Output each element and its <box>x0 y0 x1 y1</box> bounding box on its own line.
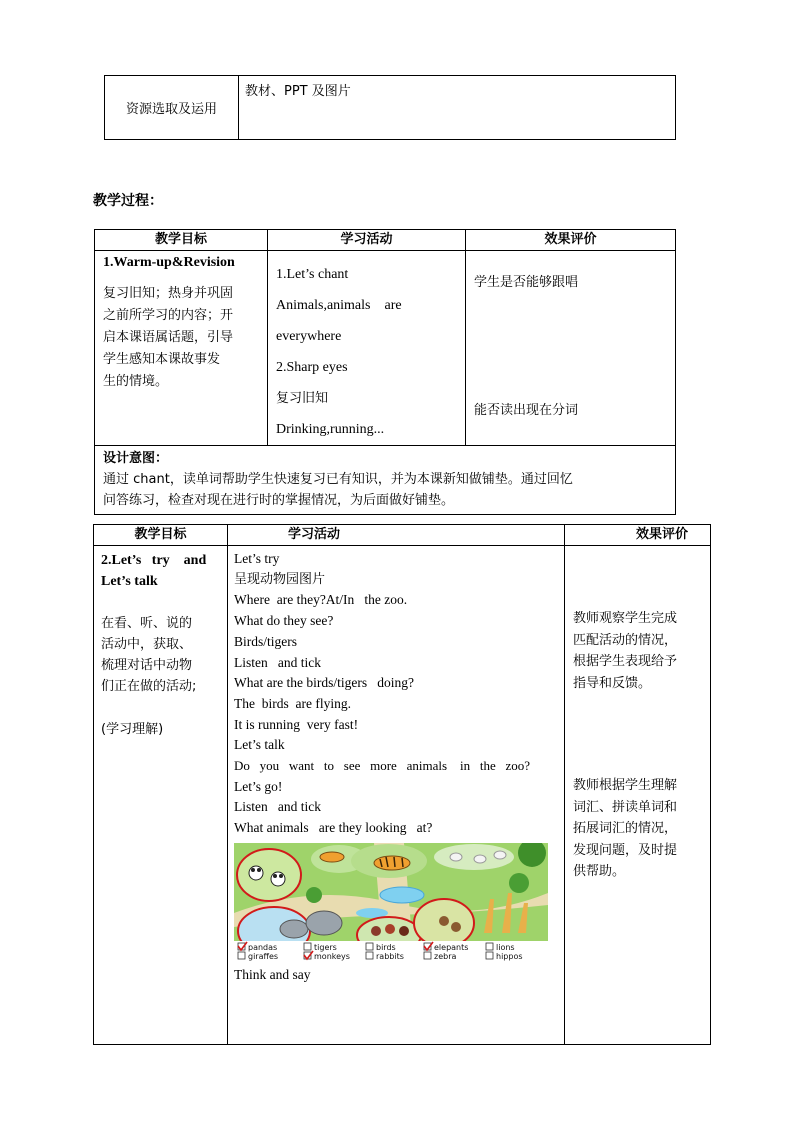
t1-activity-item: 复习旧知 <box>276 391 329 406</box>
checklist-label: hippos <box>496 951 523 961</box>
section-title: 教学过程： <box>93 193 163 209</box>
checkbox-icon <box>486 943 493 950</box>
t2-activity-item: Listen and tick <box>234 654 321 670</box>
checklist-label: birds <box>376 942 396 952</box>
checkbox-icon <box>366 943 373 950</box>
t2-activity-item: Let’s go! <box>234 778 283 794</box>
t2-activity-item: What are the birds/tigers doing? <box>234 675 414 691</box>
t1-design-text <box>103 469 667 511</box>
person-icon <box>399 926 409 936</box>
checklist-label: lions <box>496 942 515 952</box>
checkbox-icon <box>486 952 493 959</box>
resource-label-cell <box>105 76 239 140</box>
t1-activity-item: everywhere <box>276 329 342 344</box>
t1-activity-cell <box>268 251 466 446</box>
t2-activity-item: What animals are they looking at? <box>234 820 433 836</box>
t2-eval-2-line: 发现问题，及时提 <box>573 842 678 858</box>
t2-goal-title-line: Let’s talk <box>101 574 158 589</box>
resource-table <box>104 75 676 140</box>
t2-goal-note: (学习理解) <box>101 722 164 737</box>
t2-activity-after: Think and say <box>234 966 311 982</box>
rabbit-icon <box>450 853 462 861</box>
t1-eval-2: 能否读出现在分词 <box>474 403 579 418</box>
checkbox-icon <box>238 952 245 959</box>
checklist-label: zebra <box>434 951 457 961</box>
t1-design-line: 问答练习，检查对现在进行时的掌握情况，为后面做好铺垫。 <box>103 493 455 508</box>
t1-goal-line: 学生感知本课故事发 <box>103 352 221 367</box>
t2-goal-title <box>101 550 220 592</box>
t1-activity-item: 1.Let’s chant <box>276 267 349 282</box>
t2-eval-1-line: 匹配活动的情况， <box>573 632 678 648</box>
t2-eval-2 <box>573 775 677 883</box>
panda-circle <box>237 849 301 901</box>
t1-header-activity: 学习活动 <box>268 230 466 251</box>
teaching-table-2 <box>93 524 711 1045</box>
t1-header-goal: 教学目标 <box>95 230 268 251</box>
t1-activity-item: Drinking,running... <box>276 422 385 437</box>
t2-goal-cell <box>94 546 228 1045</box>
t1-eval-1: 学生是否能够跟唱 <box>474 275 579 290</box>
t2-activity-item: What do they see? <box>234 613 334 629</box>
t2-eval-1-line: 指导和反馈。 <box>573 675 652 691</box>
t2-eval-1-line: 教师观察学生完成 <box>573 611 678 626</box>
t1-eval-cell <box>466 251 676 446</box>
t1-goal-line: 复习旧知；热身并巩固 <box>103 286 234 301</box>
person-icon <box>385 924 395 934</box>
t2-activity-item: It is running very fast! <box>234 716 359 732</box>
teaching-table-1 <box>94 229 676 515</box>
tiger-icon <box>374 856 410 870</box>
tiger-icon <box>320 852 344 862</box>
resource-label: 资源选取及运用 <box>125 102 217 117</box>
rabbit-icon <box>474 855 486 863</box>
t2-goal-line: 们正在做的活动; <box>101 679 197 694</box>
t2-header-activity: 学习活动 <box>228 525 565 546</box>
t1-goal-line: 启本课语属话题，引导 <box>103 330 234 345</box>
panda-icon <box>271 872 285 886</box>
monkey-icon <box>439 916 449 926</box>
t2-eval-2-line: 供帮助。 <box>573 864 626 879</box>
t2-eval-2-line: 词汇、拼读单词和 <box>573 799 678 815</box>
t2-goal-title-line: 2.Let’s try and <box>101 553 207 568</box>
t2-eval-cell <box>565 546 711 1045</box>
t1-design-cell <box>95 446 676 515</box>
rabbit-icon <box>494 851 506 859</box>
t1-goal-line: 生的情境。 <box>103 374 169 389</box>
checklist-label: giraffes <box>248 951 279 961</box>
elephant-icon <box>280 920 308 938</box>
scene-lake <box>380 887 424 903</box>
t2-activity-item: 呈现动物园图片 <box>234 571 326 587</box>
checkbox-icon <box>424 952 431 959</box>
checklist-label: monkeys <box>314 951 350 961</box>
tree-icon <box>509 873 529 893</box>
t2-activity-item: The birds are flying. <box>234 695 351 711</box>
t2-activity-item: Let’s talk <box>234 737 285 753</box>
monkey-icon <box>451 922 461 932</box>
resource-value-cell <box>239 76 676 140</box>
t1-header-eval: 效果评价 <box>466 230 676 251</box>
t1-activity-list <box>276 259 457 445</box>
t2-activity-cell <box>228 546 565 1045</box>
t2-activity-item: Listen and tick <box>234 799 321 815</box>
t1-goal-text <box>103 283 259 393</box>
checklist-label: tigers <box>314 942 337 952</box>
t2-eval-2-line: 拓展词汇的情况， <box>573 821 678 836</box>
t1-goal-title: 1.Warm-up&Revision <box>103 255 235 270</box>
t2-activity-item: Where are they?At/In the zoo. <box>234 592 408 608</box>
t2-activity-list <box>234 549 558 839</box>
elephant-icon <box>306 911 342 935</box>
t1-goal-cell <box>95 251 268 446</box>
checklist-label: pandas <box>248 942 278 952</box>
t2-header-eval: 效果评价 <box>565 525 711 546</box>
panda-icon <box>249 866 263 880</box>
t2-goal-text <box>101 613 220 697</box>
tree-icon <box>306 887 322 903</box>
t2-header-goal: 教学目标 <box>94 525 228 546</box>
t1-design-line: 通过 chant，读单词帮助学生快速复习已有知识，并为本课新知做铺垫。通过回忆 <box>103 472 573 487</box>
zoo-scene-image <box>234 843 548 961</box>
checkbox-icon <box>304 943 311 950</box>
t1-activity-item: 2.Sharp eyes <box>276 360 348 375</box>
person-icon <box>371 926 381 936</box>
checkbox-icon <box>366 952 373 959</box>
t2-activity-item: Birds/tigers <box>234 633 297 649</box>
t1-goal-line: 之前所学习的内容；开 <box>103 308 234 323</box>
t1-activity-item: Animals,animals are <box>276 298 402 313</box>
resource-value: 教材、PPT 及图片 <box>245 84 351 99</box>
t2-goal-line: 活动中，获取、 <box>101 637 193 652</box>
checklist-label: rabbits <box>376 951 404 961</box>
t2-eval-1 <box>573 608 677 694</box>
t2-goal-line: 梳理对话中动物 <box>101 658 193 673</box>
t2-goal-line: 在看、听、说的 <box>101 616 193 631</box>
t1-design-label: 设计意图： <box>103 451 169 466</box>
t2-eval-1-line: 根据学生表现给予 <box>573 654 678 669</box>
checklist-label: elepants <box>434 942 469 952</box>
t2-activity-item: Do you want to see more animals in the zoo? <box>234 758 531 774</box>
t2-eval-2-line: 教师根据学生理解 <box>573 778 678 793</box>
t2-activity-item: Let’s try <box>234 551 280 566</box>
